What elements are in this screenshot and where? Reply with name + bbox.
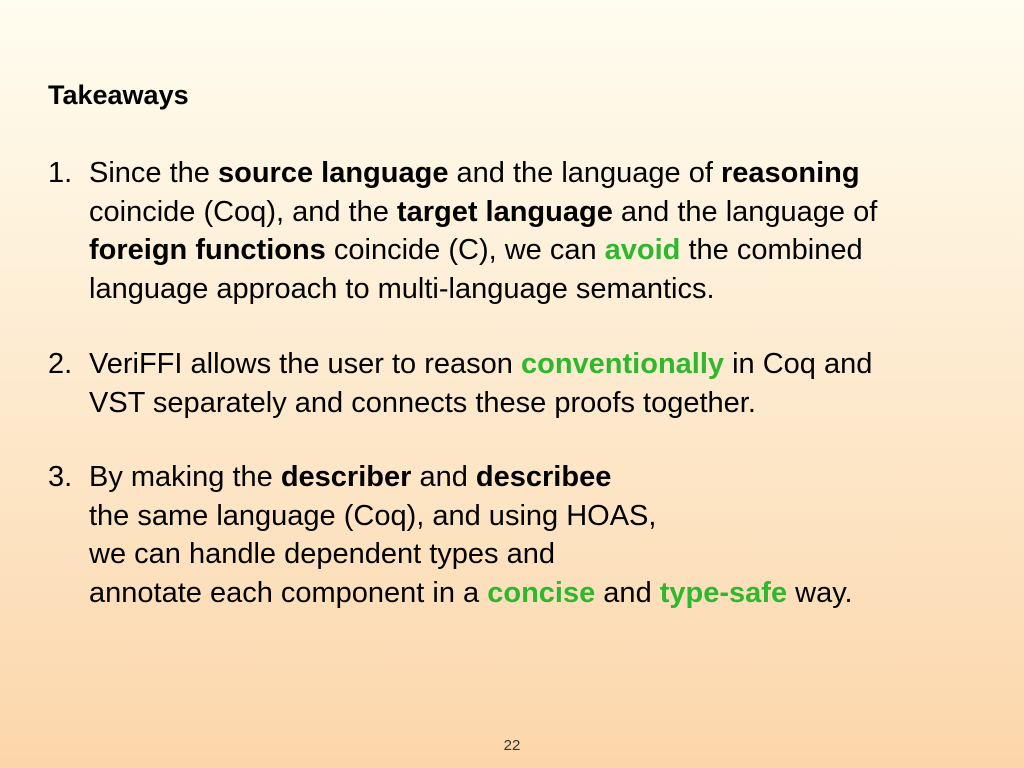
- text-run: the combined: [680, 234, 863, 266]
- item-line: [89, 345, 988, 384]
- text-run: in Coq and: [724, 348, 873, 380]
- item-line: [89, 193, 988, 232]
- slide-title: Takeaways: [48, 80, 189, 110]
- text-run: Since the: [89, 157, 218, 189]
- item-line: [89, 270, 988, 309]
- text-run: language approach to multi-language semantics.: [89, 272, 715, 305]
- item-line: [89, 458, 988, 497]
- item-line: [89, 574, 988, 613]
- highlight-term-type-safe: type-safe: [659, 576, 788, 609]
- text-run: we can handle dependent types and: [89, 538, 555, 570]
- item-number: 3.: [48, 461, 73, 493]
- text-run: way.: [787, 576, 853, 609]
- text-run: VeriFFI allows the user to reason: [89, 348, 521, 380]
- item-line: [89, 231, 988, 270]
- highlight-term-avoid: avoid: [604, 234, 681, 266]
- text-run: VST separately and connects these proofs together.: [89, 386, 756, 419]
- bold-term-reasoning: reasoning: [720, 157, 860, 189]
- highlight-term-conventionally: conventionally: [520, 348, 725, 380]
- text-run: and: [411, 461, 476, 493]
- text-run: coincide (Coq), and the: [89, 195, 397, 228]
- item-line: [89, 497, 988, 536]
- text-run: By making the: [89, 461, 281, 493]
- item-body: [89, 345, 988, 422]
- page-number: 22: [503, 737, 521, 754]
- bold-term-describer: describer: [280, 461, 412, 493]
- item-number: 1.: [48, 157, 73, 189]
- bold-term-source-language: source language: [217, 157, 449, 189]
- text-run: the same language (Coq), and using HOAS,: [89, 499, 657, 532]
- text-run: and the language of: [448, 157, 721, 189]
- item-body: [89, 458, 988, 612]
- takeaway-item-1: [48, 154, 988, 308]
- text-run: annotate each component in a: [89, 576, 488, 609]
- item-line: [89, 535, 988, 574]
- bold-term-target-language: target language: [396, 195, 613, 228]
- text-run: coincide (C), we can: [325, 234, 605, 266]
- item-number: 2.: [48, 348, 73, 380]
- highlight-term-concise: concise: [487, 576, 596, 609]
- bold-term-describee: describee: [475, 461, 612, 493]
- takeaway-item-3: [48, 458, 988, 612]
- bold-term-foreign-functions: foreign functions: [89, 234, 326, 266]
- item-line: [89, 154, 988, 193]
- takeaway-item-2: [48, 345, 988, 422]
- text-run: and: [595, 576, 660, 609]
- item-body: [89, 154, 988, 308]
- item-line: [89, 384, 988, 423]
- text-run: and the language of: [612, 195, 878, 228]
